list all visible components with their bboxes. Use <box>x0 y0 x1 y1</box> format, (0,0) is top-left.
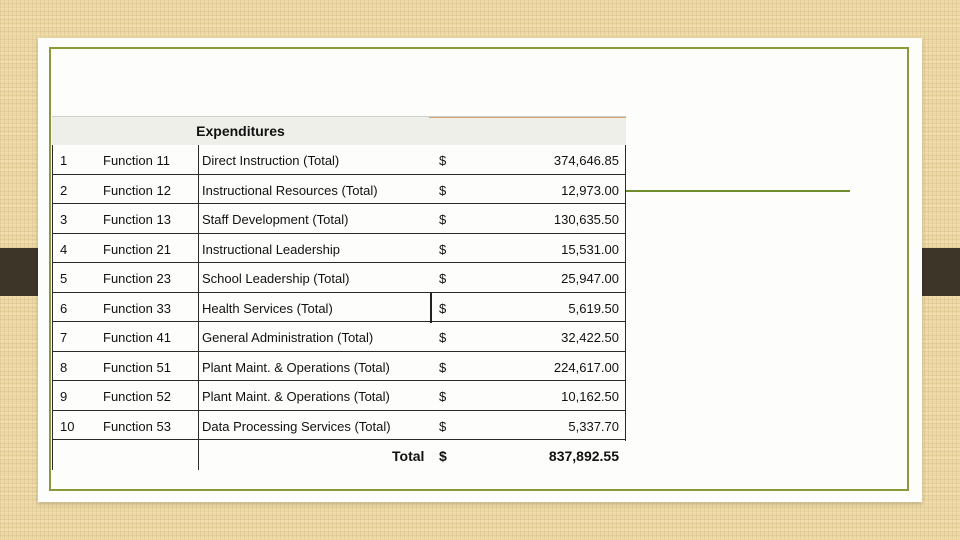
amount: 15,531.00 <box>561 241 619 257</box>
dollar-sign: $ <box>439 300 447 316</box>
expense-description: Health Services (Total) <box>202 300 333 316</box>
expense-description: Data Processing Services (Total) <box>202 418 391 434</box>
table-row <box>52 145 626 175</box>
dollar-sign: $ <box>439 153 447 168</box>
function-code: Function 13 <box>103 212 171 227</box>
table-title: Expenditures <box>196 123 285 139</box>
function-code: Function 51 <box>103 359 171 375</box>
row-number: 2 <box>60 182 68 198</box>
function-code: Function 41 <box>103 330 171 345</box>
dollar-sign: $ <box>439 389 447 404</box>
row-number: 5 <box>60 271 68 286</box>
expense-description: Plant Maint. & Operations (Total) <box>202 359 390 375</box>
expense-description: Plant Maint. & Operations (Total) <box>202 389 390 404</box>
row-number: 10 <box>60 418 75 434</box>
table-row <box>52 411 626 441</box>
row-number: 7 <box>60 330 68 345</box>
table-row <box>52 175 626 205</box>
left-side-tab <box>0 248 38 296</box>
function-code: Function 23 <box>103 271 171 286</box>
slide <box>38 38 922 502</box>
expense-description: Direct Instruction (Total) <box>202 153 340 168</box>
table-header <box>52 116 626 145</box>
amount: 130,635.50 <box>553 212 619 227</box>
row-number: 1 <box>60 153 68 168</box>
table-column-divider <box>198 145 199 470</box>
total-amount: 837,892.55 <box>548 448 619 464</box>
dollar-sign: $ <box>439 359 447 375</box>
amount: 224,617.00 <box>553 359 619 375</box>
dollar-sign: $ <box>439 330 447 345</box>
table-row <box>52 352 626 382</box>
function-code: Function 53 <box>103 418 171 434</box>
amount: 374,646.85 <box>553 153 619 168</box>
dollar-sign: $ <box>439 182 447 198</box>
dollar-sign: $ <box>439 271 447 286</box>
row-number: 8 <box>60 359 68 375</box>
table-left-border <box>52 145 53 470</box>
dollar-sign: $ <box>439 418 447 434</box>
function-code: Function 12 <box>103 182 171 198</box>
amount: 10,162.50 <box>561 389 619 404</box>
row-number: 9 <box>60 389 68 404</box>
dollar-sign: $ <box>439 212 447 227</box>
expense-description: Instructional Leadership <box>202 241 341 257</box>
table-row <box>52 381 626 411</box>
amount: 32,422.50 <box>561 330 619 345</box>
expenditures-table <box>52 116 626 470</box>
table-row <box>52 263 626 293</box>
dollar-sign: $ <box>439 241 447 257</box>
table-row <box>52 322 626 352</box>
amount: 5,337.70 <box>568 418 619 434</box>
row-number: 4 <box>60 241 68 257</box>
amount: 12,973.00 <box>561 182 619 198</box>
expense-description: General Administration (Total) <box>202 330 374 345</box>
expense-description: Instructional Resources (Total) <box>202 182 378 198</box>
total-label: Total <box>392 448 425 464</box>
selected-cell-outline <box>430 293 626 323</box>
table-row <box>52 204 626 234</box>
total-dollar-sign: $ <box>439 448 447 464</box>
amount: 25,947.00 <box>561 271 619 286</box>
function-code: Function 11 <box>103 153 170 168</box>
function-code: Function 21 <box>103 241 171 257</box>
expense-description: School Leadership (Total) <box>202 271 350 286</box>
amount: 5,619.50 <box>568 300 619 316</box>
header-accent <box>429 117 626 118</box>
total-row <box>52 441 626 470</box>
row-number: 6 <box>60 300 68 316</box>
function-code: Function 33 <box>103 300 171 316</box>
expense-description: Staff Development (Total) <box>202 212 349 227</box>
function-code: Function 52 <box>103 389 171 404</box>
table-row <box>52 234 626 264</box>
row-number: 3 <box>60 212 68 227</box>
accent-line <box>626 190 850 192</box>
